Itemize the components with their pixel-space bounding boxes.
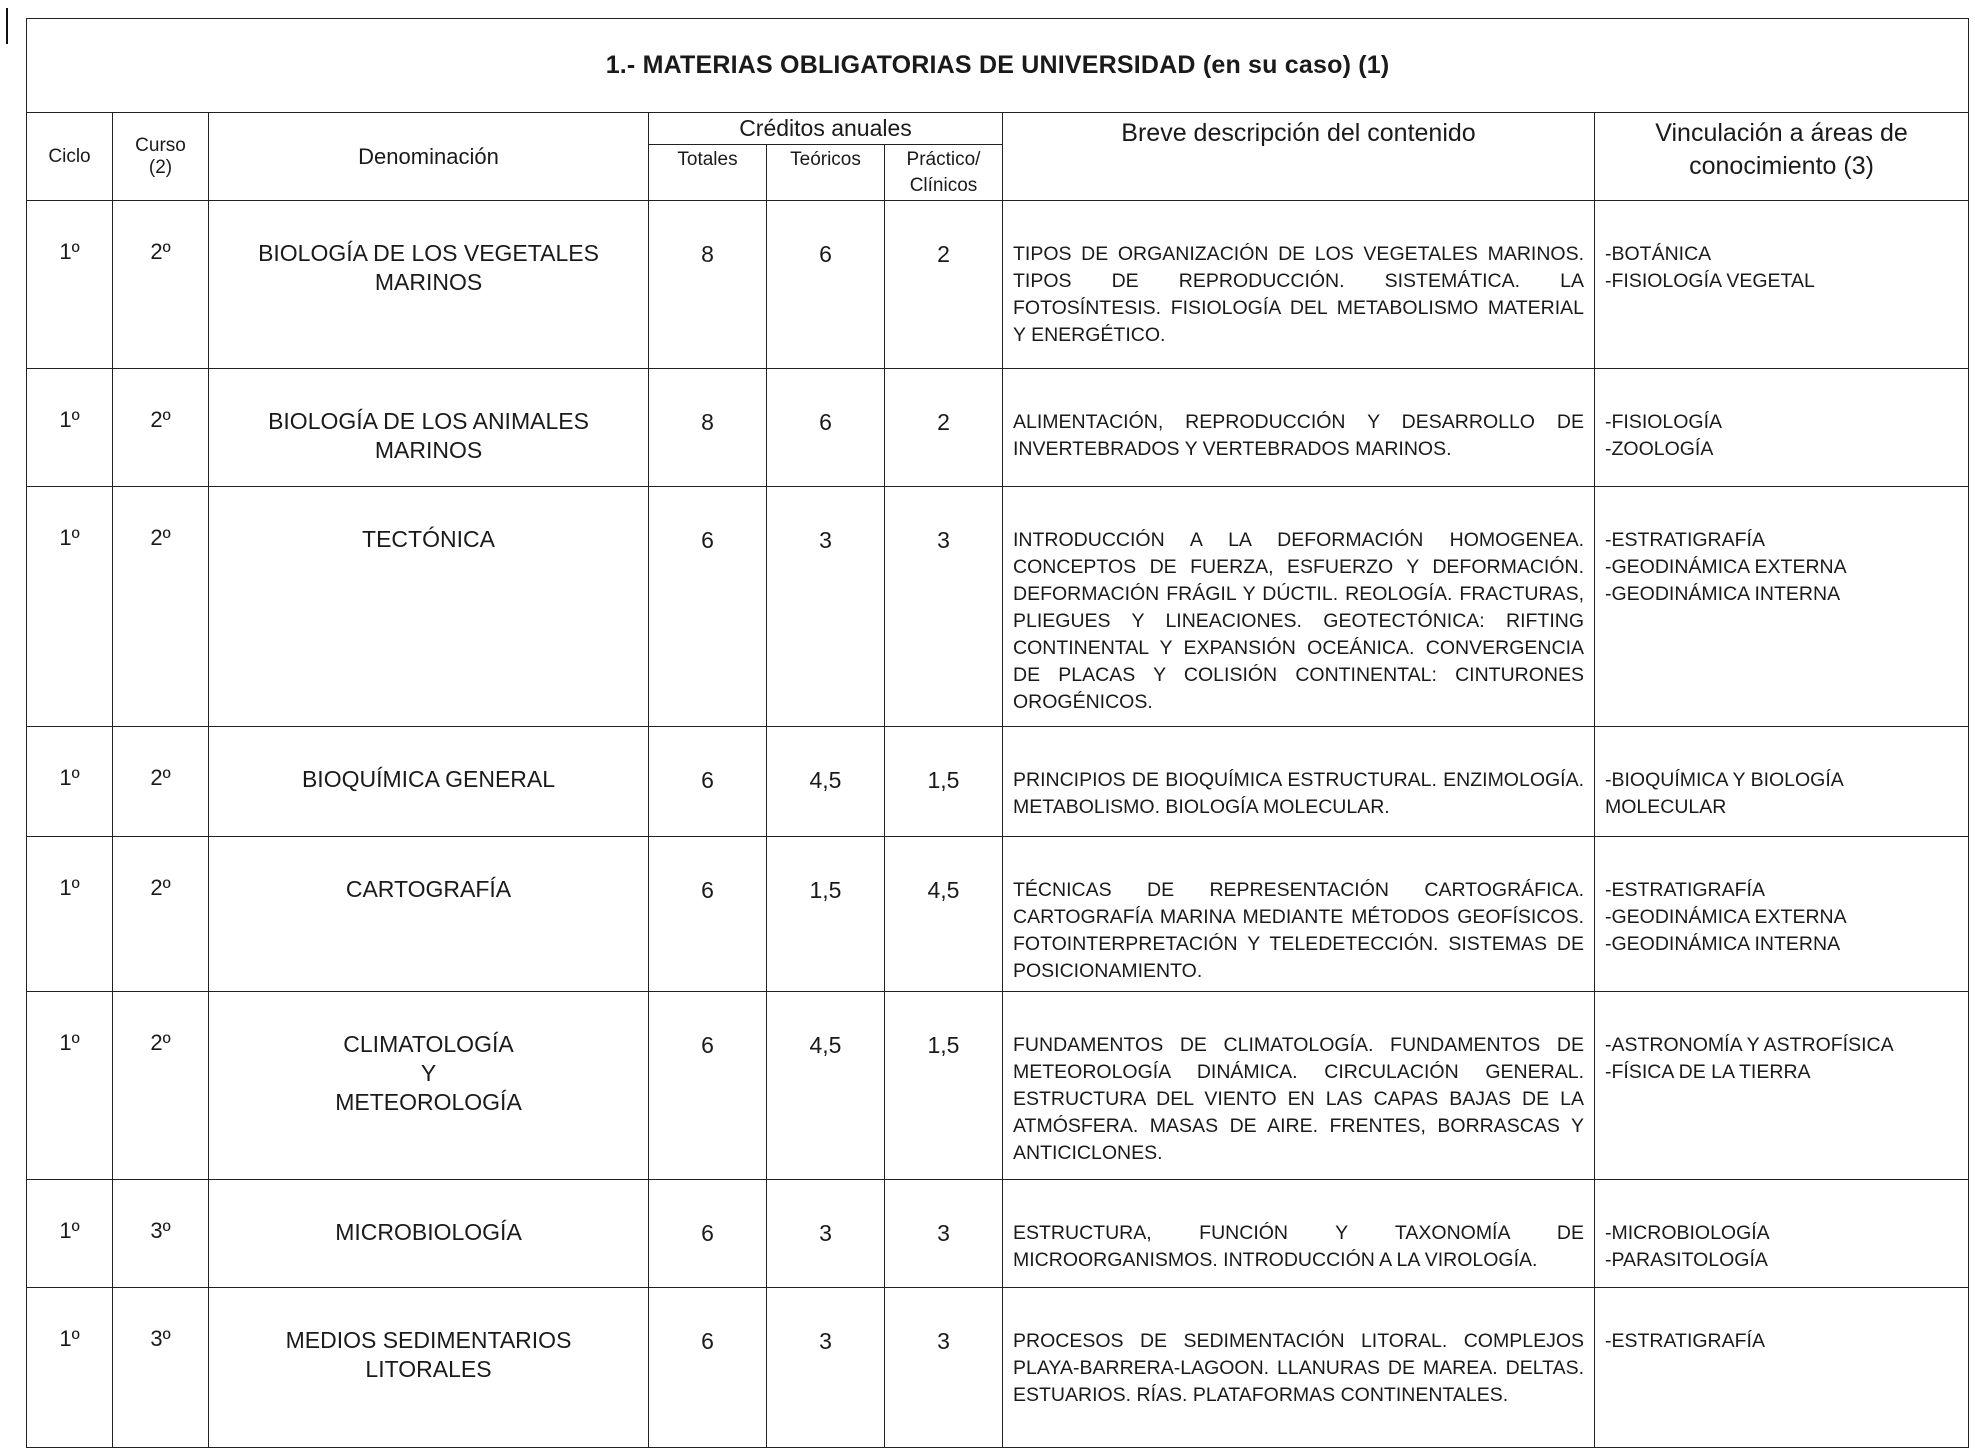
cell-practicos: 4,5 <box>885 837 1003 992</box>
table-row <box>27 1180 1969 1288</box>
cell-curso: 2º <box>113 727 209 837</box>
cell-curso: 2º <box>113 487 209 727</box>
scan-edge-mark <box>6 8 8 44</box>
cell-denominacion <box>209 992 649 1180</box>
area-item: -GEODINÁMICA EXTERNA <box>1605 556 1847 578</box>
cell-areas <box>1595 1288 1969 1448</box>
denominacion-line: MARINOS <box>374 269 483 295</box>
cell-ciclo: 1º <box>27 201 113 369</box>
cell-totales: 6 <box>649 992 767 1180</box>
cell-teoricos: 3 <box>767 1288 885 1448</box>
header-vinculacion-line1: Vinculación a áreas de <box>1655 119 1908 147</box>
cell-denominacion <box>209 837 649 992</box>
cell-areas <box>1595 727 1969 837</box>
cell-denominacion <box>209 201 649 369</box>
cell-curso: 3º <box>113 1288 209 1448</box>
area-item: -FISIOLOGÍA <box>1605 411 1723 433</box>
area-item: -ESTRATIGRAFÍA <box>1605 529 1765 551</box>
denominacion-line: BIOLOGÍA DE LOS VEGETALES <box>258 240 599 266</box>
area-item: -PARASITOLOGÍA <box>1605 1249 1768 1271</box>
cell-areas <box>1595 1180 1969 1288</box>
area-item: -ZOOLOGÍA <box>1605 438 1714 460</box>
cell-practicos: 2 <box>885 369 1003 487</box>
cell-totales: 6 <box>649 837 767 992</box>
cell-practicos: 1,5 <box>885 992 1003 1180</box>
table-row <box>27 727 1969 837</box>
denominacion-line: BIOLOGÍA DE LOS ANIMALES <box>268 408 589 434</box>
cell-denominacion <box>209 727 649 837</box>
header-practicos-line2: Clínicos <box>909 175 978 196</box>
cell-totales: 6 <box>649 727 767 837</box>
cell-denominacion <box>209 369 649 487</box>
cell-ciclo: 1º <box>27 992 113 1180</box>
denominacion-line: LITORALES <box>365 1356 492 1382</box>
table-row <box>27 837 1969 992</box>
cell-totales: 6 <box>649 1180 767 1288</box>
cell-denominacion <box>209 487 649 727</box>
area-item: -MICROBIOLOGÍA <box>1605 1222 1770 1244</box>
denominacion-line: MEDIOS SEDIMENTARIOS <box>285 1327 572 1353</box>
cell-totales: 6 <box>649 1288 767 1448</box>
table-row <box>27 1288 1969 1448</box>
cell-descripcion: FUNDAMENTOS DE CLIMATOLOGÍA. FUNDAMENTOS DE METEOROLOGÍA DINÁMICA. CIRCULACIÓN GENERAL. ESTRUCTURA DEL VIENTO EN LAS CAPAS BAJAS DE LA ATMÓSFERA. MASAS DE AIRE. FRENTES, BORRASCAS Y ANTICICLONES. <box>1003 992 1595 1180</box>
cell-areas <box>1595 487 1969 727</box>
cell-teoricos: 3 <box>767 1180 885 1288</box>
header-descripcion: Breve descripción del contenido <box>1003 113 1595 201</box>
area-item: -ESTRATIGRAFÍA <box>1605 879 1765 901</box>
cell-teoricos: 6 <box>767 369 885 487</box>
area-item: -BIOQUÍMICA Y BIOLOGÍA MOLECULAR <box>1605 769 1843 818</box>
cell-curso: 2º <box>113 837 209 992</box>
cell-teoricos: 4,5 <box>767 727 885 837</box>
cell-descripcion: ALIMENTACIÓN, REPRODUCCIÓN Y DESARROLLO DE INVERTEBRADOS Y VERTEBRADOS MARINOS. <box>1003 369 1595 487</box>
header-ciclo: Ciclo <box>27 113 113 201</box>
cell-descripcion: ESTRUCTURA, FUNCIÓN Y TAXONOMÍA DE MICROORGANISMOS. INTRODUCCIÓN A LA VIROLOGÍA. <box>1003 1180 1595 1288</box>
cell-descripcion: PROCESOS DE SEDIMENTACIÓN LITORAL. COMPLEJOS PLAYA-BARRERA-LAGOON. LLANURAS DE MAREA. DELTAS. ESTUARIOS. RÍAS. PLATAFORMAS CONTINENTALES. <box>1003 1288 1595 1448</box>
subjects-table <box>26 18 1969 1448</box>
cell-ciclo: 1º <box>27 1180 113 1288</box>
header-denominacion: Denominación <box>209 113 649 201</box>
header-curso <box>113 113 209 201</box>
area-item: -GEODINÁMICA INTERNA <box>1605 933 1841 955</box>
cell-areas <box>1595 837 1969 992</box>
cell-curso: 2º <box>113 201 209 369</box>
cell-teoricos: 1,5 <box>767 837 885 992</box>
table-row <box>27 992 1969 1180</box>
cell-ciclo: 1º <box>27 487 113 727</box>
denominacion-line: MICROBIOLOGÍA <box>335 1219 522 1245</box>
cell-practicos: 3 <box>885 487 1003 727</box>
header-vinculacion-line2: conocimiento (3) <box>1689 152 1874 180</box>
denominacion-line: METEOROLOGÍA <box>335 1089 522 1115</box>
denominacion-line: CARTOGRAFÍA <box>345 876 512 902</box>
cell-descripcion: PRINCIPIOS DE BIOQUÍMICA ESTRUCTURAL. ENZIMOLOGÍA. METABOLISMO. BIOLOGÍA MOLECULAR. <box>1003 727 1595 837</box>
denominacion-line: TECTÓNICA <box>362 526 495 552</box>
cell-areas <box>1595 992 1969 1180</box>
cell-teoricos: 4,5 <box>767 992 885 1180</box>
cell-practicos: 3 <box>885 1288 1003 1448</box>
cell-practicos: 3 <box>885 1180 1003 1288</box>
cell-totales: 8 <box>649 369 767 487</box>
cell-denominacion <box>209 1180 649 1288</box>
cell-areas <box>1595 201 1969 369</box>
cell-descripcion: INTRODUCCIÓN A LA DEFORMACIÓN HOMOGENEA. CONCEPTOS DE FUERZA, ESFUERZO Y DEFORMACIÓN. DEFORMACIÓN FRÁGIL Y DÚCTIL. REOLOGÍA. FRACTURAS, PLIEGUES Y LINEACIONES. GEOTECTÓNICA: RIFTING CONTINENTAL Y EXPANSIÓN OCEÁNICA. CONVERGENCIA DE PLACAS Y COLISIÓN CONTINENTAL: CINTURONES OROGÉNICOS. <box>1003 487 1595 727</box>
cell-totales: 8 <box>649 201 767 369</box>
header-curso-note: (2) <box>148 156 173 178</box>
cell-ciclo: 1º <box>27 837 113 992</box>
area-item: -ESTRATIGRAFÍA <box>1605 1330 1765 1352</box>
cell-curso: 3º <box>113 1180 209 1288</box>
cell-ciclo: 1º <box>27 1288 113 1448</box>
cell-denominacion <box>209 1288 649 1448</box>
area-item: -GEODINÁMICA EXTERNA <box>1605 906 1847 928</box>
table-row <box>27 369 1969 487</box>
table-title: 1.- MATERIAS OBLIGATORIAS DE UNIVERSIDAD (en su caso) (1) <box>27 19 1969 113</box>
area-item: -GEODINÁMICA INTERNA <box>1605 583 1841 605</box>
header-creditos-anuales: Créditos anuales <box>649 113 1003 145</box>
cell-ciclo: 1º <box>27 727 113 837</box>
cell-areas <box>1595 369 1969 487</box>
cell-teoricos: 3 <box>767 487 885 727</box>
denominacion-line: BIOQUÍMICA GENERAL <box>301 766 556 792</box>
area-item: -BOTÁNICA <box>1605 243 1712 265</box>
area-item: -ASTRONOMÍA Y ASTROFÍSICA <box>1605 1034 1894 1056</box>
cell-practicos: 1,5 <box>885 727 1003 837</box>
cell-curso: 2º <box>113 992 209 1180</box>
cell-totales: 6 <box>649 487 767 727</box>
header-practicos-line1: Práctico/ <box>906 149 981 170</box>
table-row <box>27 487 1969 727</box>
denominacion-line: Y <box>420 1060 437 1086</box>
cell-practicos: 2 <box>885 201 1003 369</box>
header-curso-label: Curso <box>135 134 186 156</box>
header-totales: Totales <box>649 145 767 201</box>
area-item: -FISIOLOGÍA VEGETAL <box>1605 270 1815 292</box>
cell-descripcion: TÉCNICAS DE REPRESENTACIÓN CARTOGRÁFICA. CARTOGRAFÍA MARINA MEDIANTE MÉTODOS GEOFÍSICOS. FOTOINTERPRETACIÓN Y TELEDETECCIÓN. SISTEMAS DE POSICIONAMIENTO. <box>1003 837 1595 992</box>
cell-teoricos: 6 <box>767 201 885 369</box>
header-practicos <box>885 145 1003 201</box>
cell-descripcion: TIPOS DE ORGANIZACIÓN DE LOS VEGETALES MARINOS. TIPOS DE REPRODUCCIÓN. SISTEMÁTICA. LA FOTOSÍNTESIS. FISIOLOGÍA DEL METABOLISMO MATERIAL Y ENERGÉTICO. <box>1003 201 1595 369</box>
cell-curso: 2º <box>113 369 209 487</box>
cell-ciclo: 1º <box>27 369 113 487</box>
header-teoricos: Teóricos <box>767 145 885 201</box>
table-row <box>27 201 1969 369</box>
denominacion-line: CLIMATOLOGÍA <box>343 1031 514 1057</box>
area-item: -FÍSICA DE LA TIERRA <box>1605 1061 1811 1083</box>
denominacion-line: MARINOS <box>374 437 483 463</box>
header-vinculacion <box>1595 113 1969 201</box>
